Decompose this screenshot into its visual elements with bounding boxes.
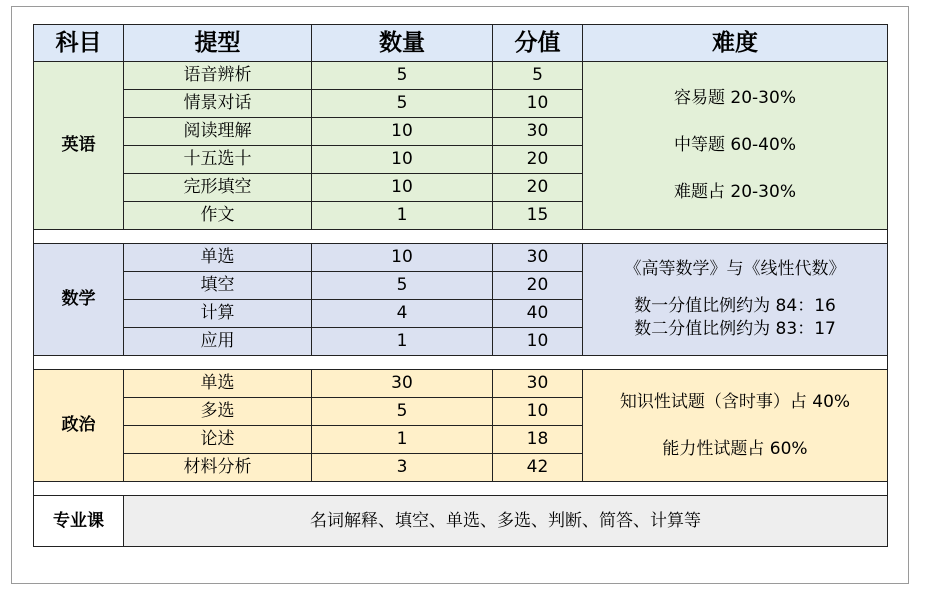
- count-cell: 4: [312, 300, 493, 328]
- header-count: 数量: [312, 25, 493, 62]
- score-cell: 40: [493, 300, 583, 328]
- header-type: 提型: [124, 25, 312, 62]
- score-cell: 42: [493, 454, 583, 482]
- count-cell: 10: [312, 244, 493, 272]
- count-cell: 5: [312, 90, 493, 118]
- difficulty-line: 容易题 20-30%: [674, 88, 796, 108]
- count-cell: 3: [312, 454, 493, 482]
- type-cell: 单选: [124, 370, 312, 398]
- count-cell: 1: [312, 202, 493, 230]
- count-cell: 10: [312, 146, 493, 174]
- subject-math: 数学: [34, 244, 124, 356]
- subject-politics: 政治: [34, 370, 124, 482]
- section-separator: [34, 230, 888, 244]
- score-cell: 30: [493, 118, 583, 146]
- type-cell: 多选: [124, 398, 312, 426]
- score-cell: 20: [493, 272, 583, 300]
- type-cell: 作文: [124, 202, 312, 230]
- professional-description: 名词解释、填空、单选、多选、判断、简答、计算等: [124, 496, 888, 547]
- table-row: [34, 244, 888, 272]
- subject-professional: 专业课: [34, 496, 124, 547]
- difficulty-line: 《高等数学》与《线性代数》: [624, 259, 846, 279]
- type-cell: 材料分析: [124, 454, 312, 482]
- score-cell: 18: [493, 426, 583, 454]
- count-cell: 1: [312, 426, 493, 454]
- score-cell: 15: [493, 202, 583, 230]
- count-cell: 10: [312, 174, 493, 202]
- professional-row: [34, 496, 888, 547]
- type-cell: 单选: [124, 244, 312, 272]
- difficulty-line: 知识性试题（含时事）占 40%: [619, 391, 851, 412]
- type-cell: 阅读理解: [124, 118, 312, 146]
- count-cell: 5: [312, 62, 493, 90]
- type-cell: 语音辨析: [124, 62, 312, 90]
- score-cell: 20: [493, 146, 583, 174]
- score-cell: 20: [493, 174, 583, 202]
- header-subject: 科目: [34, 25, 124, 62]
- count-cell: 30: [312, 370, 493, 398]
- score-cell: 10: [493, 398, 583, 426]
- type-cell: 论述: [124, 426, 312, 454]
- type-cell: 应用: [124, 328, 312, 356]
- score-cell: 30: [493, 370, 583, 398]
- difficulty-politics: [583, 370, 888, 482]
- difficulty-math: [583, 244, 888, 356]
- count-cell: 5: [312, 398, 493, 426]
- count-cell: 1: [312, 328, 493, 356]
- score-cell: 10: [493, 90, 583, 118]
- subject-english: 英语: [34, 62, 124, 230]
- count-cell: 10: [312, 118, 493, 146]
- type-cell: 计算: [124, 300, 312, 328]
- exam-structure-table: [33, 24, 888, 547]
- difficulty-line: 难题占 20-30%: [674, 182, 796, 202]
- difficulty-line: 数二分值比例约为 83：17: [634, 319, 836, 339]
- header-score: 分值: [493, 25, 583, 62]
- section-separator: [34, 482, 888, 496]
- difficulty-line: 数一分值比例约为 84：16: [634, 296, 836, 316]
- score-cell: 30: [493, 244, 583, 272]
- type-cell: 十五选十: [124, 146, 312, 174]
- type-cell: 填空: [124, 272, 312, 300]
- difficulty-line: 能力性试题占 60%: [662, 438, 808, 459]
- header-row: [34, 25, 888, 62]
- count-cell: 5: [312, 272, 493, 300]
- difficulty-line: 中等题 60-40%: [674, 135, 796, 155]
- score-cell: 10: [493, 328, 583, 356]
- score-cell: 5: [493, 62, 583, 90]
- difficulty-english: [583, 62, 888, 230]
- type-cell: 完形填空: [124, 174, 312, 202]
- table-row: [34, 370, 888, 398]
- table-row: [34, 62, 888, 90]
- type-cell: 情景对话: [124, 90, 312, 118]
- section-separator: [34, 356, 888, 370]
- header-difficulty: 难度: [583, 25, 888, 62]
